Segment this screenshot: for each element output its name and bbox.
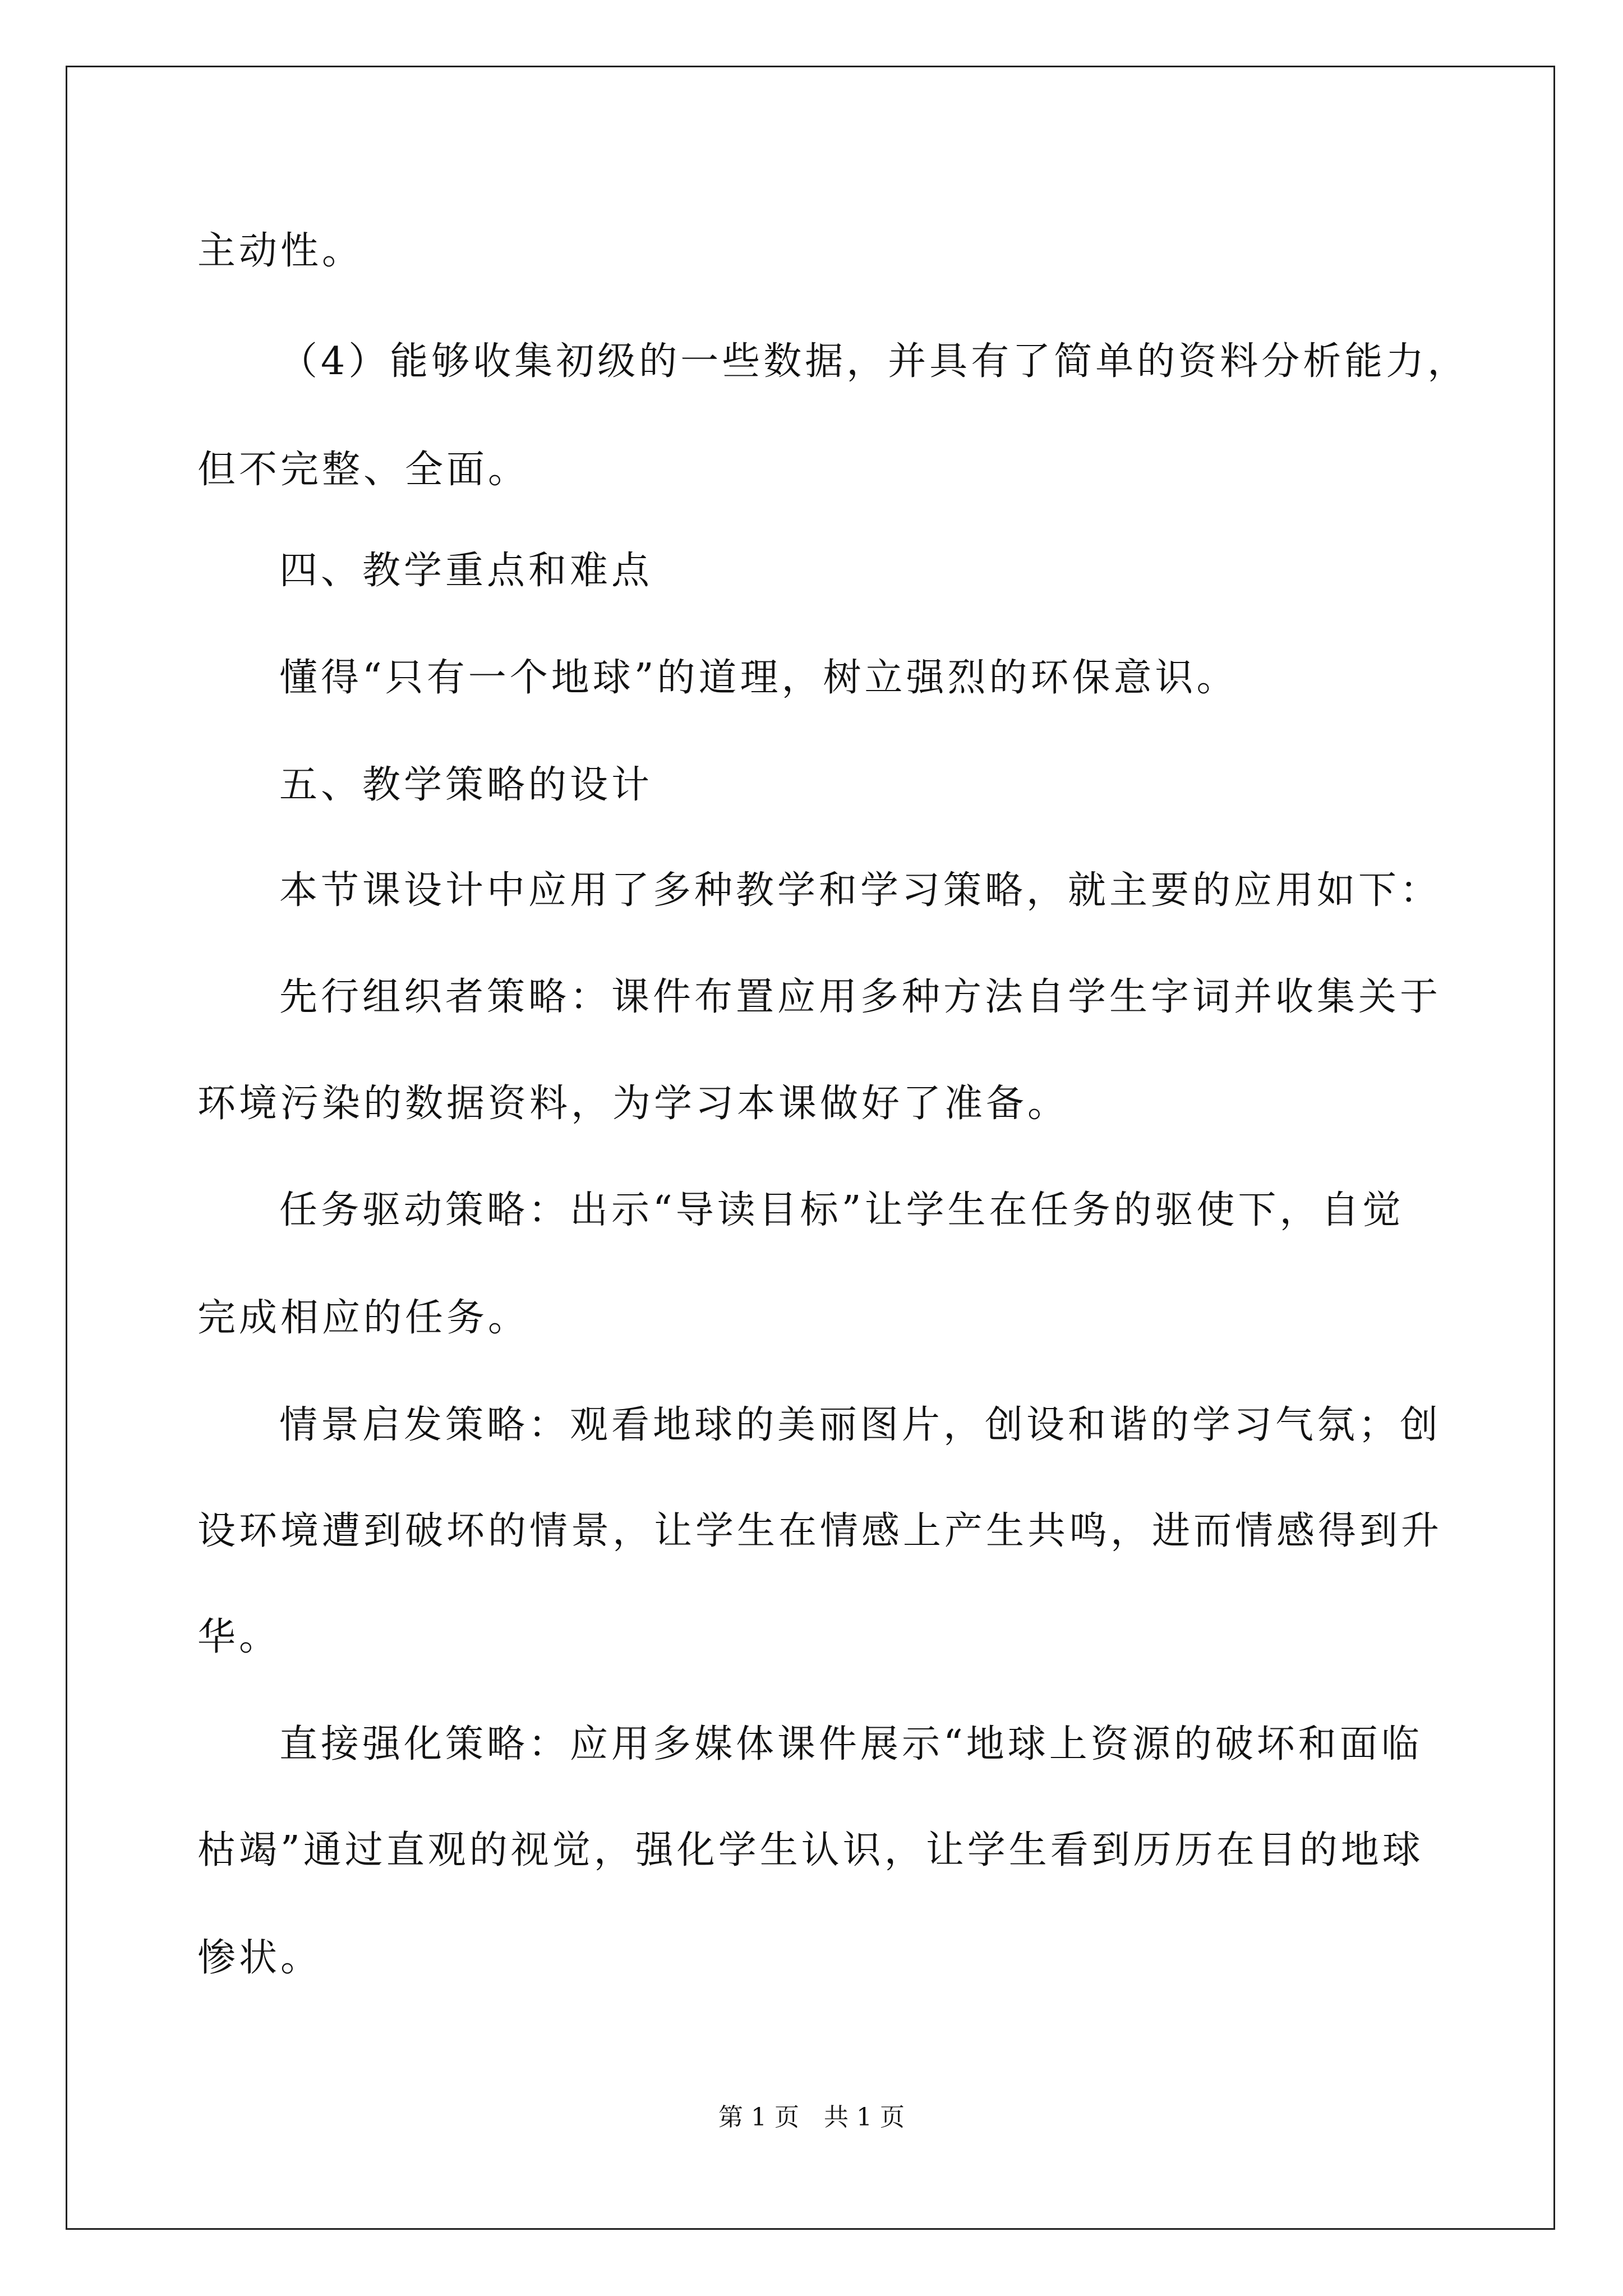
section-heading: 四、教学重点和难点 bbox=[279, 549, 653, 593]
text-line: （4）能够收集初级的一些数据，并具有了简单的资料分析能力， bbox=[279, 339, 1469, 384]
text-line: 任务驱动策略：出示“导读目标”让学生在任务的驱使下，自觉 bbox=[279, 1188, 1404, 1232]
section-heading: 五、教学策略的设计 bbox=[279, 763, 653, 807]
text-line: 本节课设计中应用了多种教学和学习策略，就主要的应用如下： bbox=[279, 868, 1442, 913]
text-line: 先行组织者策略：课件布置应用多种方法自学生字词并收集关于 bbox=[279, 975, 1442, 1019]
text-line: 情景启发策略：观看地球的美丽图片，创设和谐的学习气氛；创 bbox=[279, 1403, 1442, 1447]
text-line: 懂得“只有一个地球”的道理，树立强烈的环保意识。 bbox=[279, 656, 1238, 700]
text-line: 惨状。 bbox=[197, 1936, 322, 1980]
text-line: 但不完整、全面。 bbox=[197, 448, 530, 492]
text-line: 设环境遭到破坏的情景，让学生在情感上产生共鸣，进而情感得到升 bbox=[197, 1509, 1443, 1553]
text-line: 华。 bbox=[197, 1615, 281, 1659]
text-line: 枯竭”通过直观的视觉，强化学生认识，让学生看到历历在目的地球 bbox=[197, 1828, 1424, 1872]
text-line: 主动性。 bbox=[197, 229, 364, 273]
text-line: 直接强化策略：应用多媒体课件展示“地球上资源的破坏和面临 bbox=[279, 1722, 1423, 1766]
page-footer: 第 1 页 共 1 页 bbox=[718, 2103, 905, 2132]
page-frame bbox=[66, 66, 1555, 2230]
text-line: 完成相应的任务。 bbox=[197, 1296, 530, 1340]
text-line: 环境污染的数据资料，为学习本课做好了准备。 bbox=[197, 1082, 1069, 1126]
